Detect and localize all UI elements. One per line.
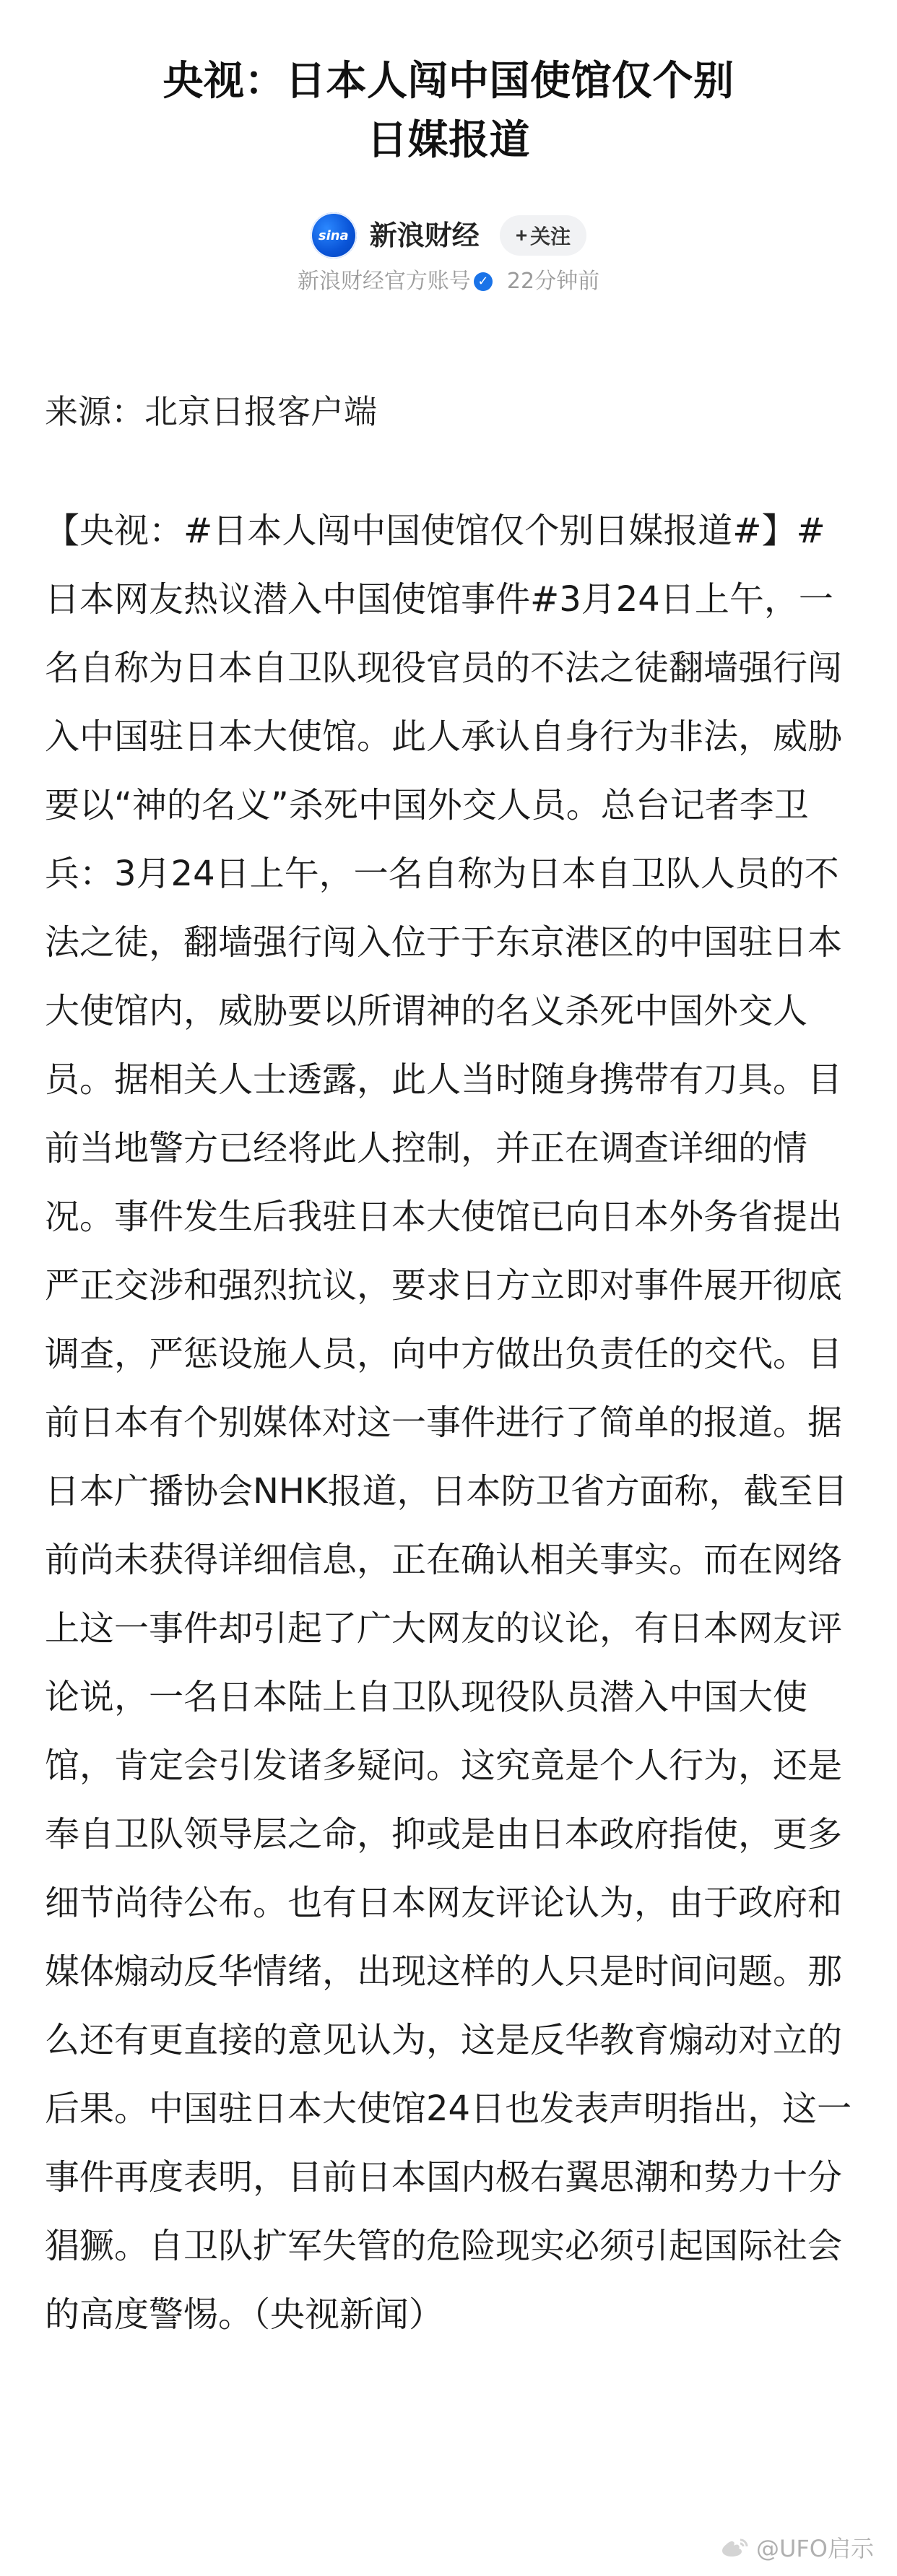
author-name[interactable]: 新浪财经 — [369, 220, 480, 251]
follow-plus: + — [515, 224, 528, 246]
article-title-line-2: 日媒报道 — [367, 117, 530, 164]
official-account-label: 新浪财经官方账号 — [297, 269, 471, 294]
source-line: 来源：北京日报客户端 — [45, 392, 377, 431]
article-title-line-1: 央视：日本人闯中国使馆仅个别 — [162, 58, 734, 105]
author-sub-meta — [298, 267, 599, 296]
author-row — [311, 212, 586, 259]
author-meta — [45, 212, 852, 296]
follow-button[interactable] — [500, 215, 586, 256]
article-title — [45, 52, 852, 170]
sina-finance-logo-icon[interactable] — [311, 212, 357, 259]
publish-time: 22分钟前 — [506, 269, 600, 294]
logo-text: sina — [318, 227, 349, 243]
article-body: 【央视：#日本人闯中国使馆仅个别日媒报道#】#日本网友热议潜入中国使馆事件#3月24日上午，一名自称为日本自卫队现役官员的不法之徒翻墙强行闯入中国驻日本大使馆。此人承认自身行为非法，威胁要以“神的名义”杀死中国外交人员。总台记者李卫兵：3月24日上午，一名自称为日本自卫队人员的不法之徒，翻墙强行闯入位于于东京港区的中国驻日本大使馆内，威胁要以所谓神的名义杀死中国外交人员。据相关人士透露，此人当时随身携带有刀具。目前当地警方已经将此人控制，并正在调查详细的情况。事件发生后我驻日本大使馆已向日本外务省提出严正交涉和强烈抗议，要求日方立即对事件展开彻底调查，严惩设施人员，向中方做出负责任的交代。目前日本有个别媒体对这一事件进行了简单的报道。据日本广播协会NHK报道，日本防卫省方面称，截至目前尚未获得详细信息，正在确认相关事实。而在网络上这一事件却引起了广大网友的议论，有日本网友评论说，一名日本陆上自卫队现役队员潜入中国大使馆，肯定会引发诸多疑问。这究竟是个人行为，还是奉自卫队领导层之命，抑或是由日本政府指使，更多细节尚待公布。也有日本网友评论认为，由于政府和媒体煽动反华情绪，出现这样的人只是时间问题。那么还有更直接的意见认为，这是反华教育煽动对立的后果。中国驻日本大使馆24日也发表声明指出，这一事件再度表明，目前日本国内极右翼思潮和势力十分猖獗。自卫队扩军失管的危险现实必须引起国际社会的高度警惕。（央视新闻） — [45, 511, 852, 2335]
weibo-icon — [720, 2537, 749, 2560]
verified-icon: ✓ — [474, 272, 493, 291]
follow-label: 关注 — [530, 225, 571, 248]
watermark-text: @UFO启示 — [755, 2535, 874, 2562]
watermark — [720, 2534, 874, 2563]
